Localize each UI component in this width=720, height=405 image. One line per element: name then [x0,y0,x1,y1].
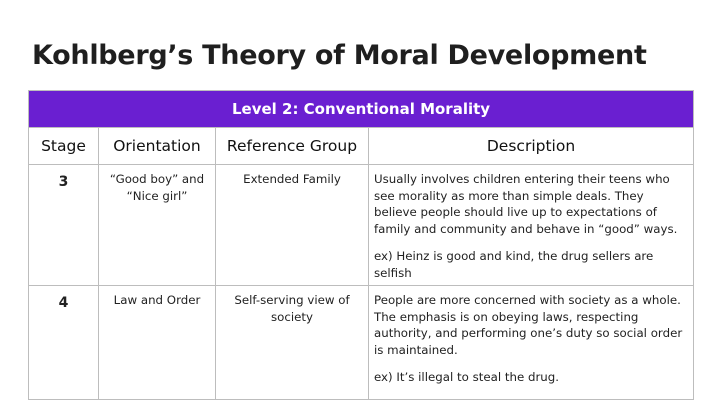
header-reference-group: Reference Group [216,128,369,165]
stage-cell: 3 [29,165,99,286]
header-stage: Stage [29,128,99,165]
level-banner: Level 2: Conventional Morality [29,91,694,128]
orientation-cell: “Good boy” and “Nice girl” [99,165,216,286]
table-row [29,286,694,400]
example-text: ex) It’s illegal to steal the drug. [374,370,560,384]
reference-group-cell: Self-serving view of society [216,286,369,400]
stage-cell: 4 [29,286,99,400]
table-header-row [29,128,694,165]
table-row [29,165,694,286]
reference-group-cell: Extended Family [216,165,369,286]
header-orientation: Orientation [99,128,216,165]
header-description: Description [369,128,694,165]
morality-table [28,90,694,400]
description-text: People are more concerned with society as a whole. The emphasis is on obeying laws, respecting authority, and performing one’s duty so social order is maintained. [374,293,683,357]
description-cell [369,286,694,400]
description-cell [369,165,694,286]
example-text: ex) Heinz is good and kind, the drug sellers are selfish [374,249,654,280]
description-text: Usually involves children entering their teens who see morality as more than simple deals. They believe people should live up to expectations of family and community and behave in “good” ways. [374,172,678,236]
slide-title: Kohlberg’s Theory of Moral Development [32,40,647,71]
orientation-cell: Law and Order [99,286,216,400]
table-banner-row [29,91,694,128]
